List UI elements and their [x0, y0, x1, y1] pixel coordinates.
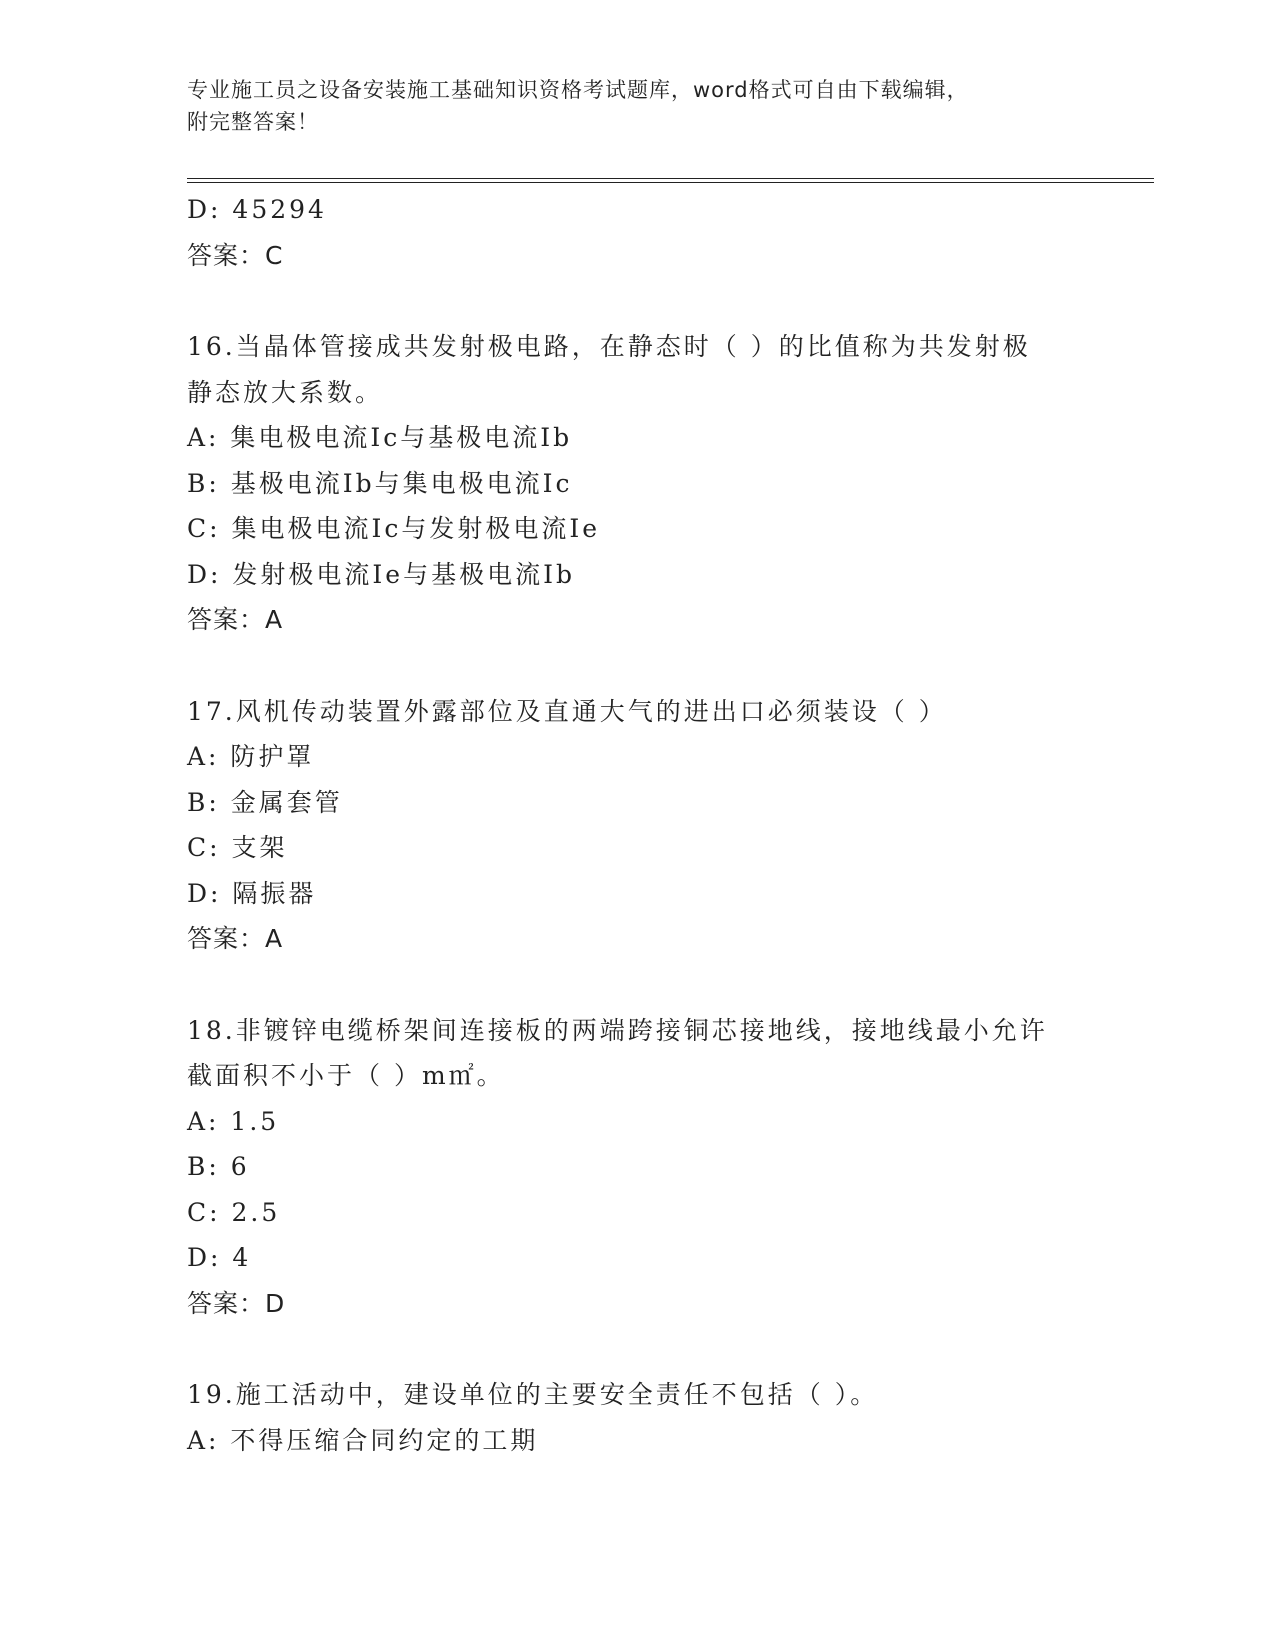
option-a: A: 不得压缩合同约定的工期	[187, 1425, 539, 1455]
option-d: D: 4	[187, 1243, 252, 1272]
document-body	[187, 187, 1087, 1463]
option-c: C: 集电极电流Ic与发射极电流Ie	[187, 514, 601, 543]
stem-line: 16.当晶体管接成共发射极电路，在静态时（ ）的比值称为共发射极	[187, 332, 1031, 361]
question-stem	[187, 1008, 1087, 1099]
option-a: A: 1.5	[187, 1106, 280, 1136]
header-line-2: 附完整答案！	[187, 110, 319, 134]
answer: 答案：A	[187, 924, 284, 953]
spacer	[187, 643, 1087, 689]
answer: 答案：A	[187, 605, 284, 634]
question-16	[187, 324, 1087, 643]
option-c: C: 2.5	[187, 1197, 281, 1227]
spacer	[187, 962, 1087, 1008]
header-line-1: 专业施工员之设备安装施工基础知识资格考试题库，word格式可自由下载编辑，	[187, 78, 969, 102]
option-b: B: 6	[187, 1152, 250, 1181]
spacer	[187, 278, 1087, 324]
question-stem	[187, 689, 1087, 735]
stem-line: 17.风机传动装置外露部位及直通大气的进出口必须装设（ ）	[187, 696, 947, 726]
question-stem	[187, 324, 1087, 415]
answer: 答案：D	[187, 1288, 286, 1318]
option-d: D: 45294	[187, 195, 327, 224]
page-header	[187, 74, 1087, 138]
stem-line: 静态放大系数。	[187, 377, 384, 407]
stem-line: 19.施工活动中，建设单位的主要安全责任不包括（ ）。	[187, 1380, 879, 1409]
option-a: A: 防护罩	[187, 742, 315, 771]
question-stem	[187, 1372, 1087, 1418]
question-19	[187, 1372, 1087, 1463]
option-a: A: 集电极电流Ic与基极电流Ib	[187, 423, 573, 452]
question-18	[187, 1008, 1087, 1327]
header-divider	[187, 178, 1154, 183]
option-b: B: 基极电流Ib与集电极电流Ic	[187, 468, 573, 498]
spacer	[187, 1326, 1087, 1372]
question-15-tail	[187, 187, 1087, 278]
option-d: D: 发射极电流Ie与基极电流Ib	[187, 559, 575, 589]
question-17	[187, 689, 1087, 962]
option-b: B: 金属套管	[187, 787, 343, 817]
answer: 答案：C	[187, 240, 284, 270]
option-c: C: 支架	[187, 833, 288, 862]
stem-line: 18.非镀锌电缆桥架间连接板的两端跨接铜芯接地线，接地线最小允许	[187, 1015, 1048, 1045]
stem-line: 截面积不小于（ ）m㎡。	[187, 1061, 505, 1090]
option-d: D: 隔振器	[187, 878, 317, 908]
